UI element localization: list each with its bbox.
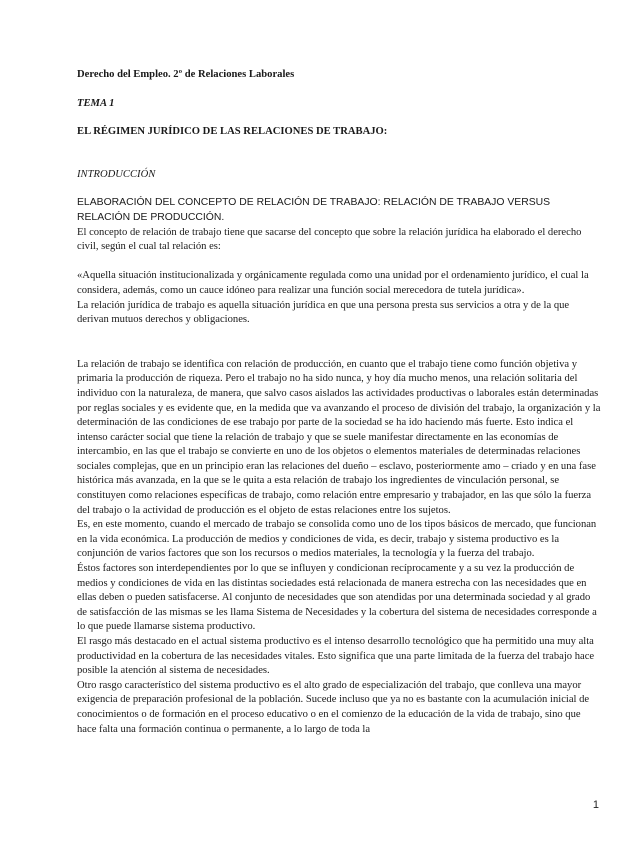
paragraph: Es, en este momento, cuando el mercado de trabajo se consolida como uno de los tipos básicos de mercado, que funcionan en la vida económica. La producción de medios y condiciones de vida, es decir, trabajo y sistema productivo es la conjunción de varios factores que son los recursos o medios materiales, la tecnología y la fuerza del trabajo. bbox=[77, 519, 597, 560]
paragraph: La relación de trabajo se identifica con relación de producción, en cuanto que el trabajo tiene como función objetiva y primaria la producción de riqueza. Pero el trabajo no ha sido nunca, y hoy día mucho menos, una relación solitaria del individuo con la naturaleza, de manera, que salvo casos aislados las actividades productivas o laborales están determinadas por reglas sociales y es evidente que, en la medida que va avanzando el proceso de división del trabajo, la organización y la determinación de las condiciones de ese trabajo por parte de la sociedad se ha ido haciendo más fuerte. Esto indica el intenso carácter social que tiene la relación de trabajo y que se suele manifestar directamente en las economías de intercambio, en las que el trabajo se convierte en uno de los objetos o elementos materiales de determinadas relaciones sociales complejas, que en un principio eran las relaciones del dueño – esclavo, posteriormente amo – criado y en una fase histórica más avanzada, en la que se le quita a esta relación de trabajo los ingredientes de vinculación personal, se constituyen como relaciones específicas de trabajo, como relación entre empresario y trabajador, en las que sólo la fuerza del trabajo o la actividad de producción es el objeto de estas relaciones entre los sujetos. bbox=[77, 358, 601, 516]
section-heading: ELABORACIÓN DEL CONCEPTO DE RELACIÓN DE TRABAJO: RELACIÓN DE TRABAJO VERSUS RELACIÓN DE PRODUCCIÓN. bbox=[77, 197, 551, 223]
paragraph: Éstos factores son interdependientes por lo que se influyen y condicionan recíprocamente y a su vez la producción de medios y condiciones de vida en las distintas sociedades está relacionada de manera estrecha con las necesidades que en ellas deben o pueden satisfacerse. Al conjunto de necesidades que son atendidas por una determinada sociedad y al grado de satisfacción de las mismas se les llama Sistema de Necesidades y la cobertura del sistema de necesidades corresponde a lo que puede llamarse sistema productivo. bbox=[77, 563, 597, 633]
page-content bbox=[77, 68, 601, 737]
paragraph: Otro rasgo característico del sistema productivo es el alto grado de especialización del trabajo, que conlleva una mayor exigencia de preparación profesional de la población. Sucede incluso que ya no es bastante con la acumulación inicial de conocimientos o de formación en el proceso educativo o en el comienzo de la educación de la vida de trabajo, sino que hace falta una formación continua o permanente, a lo largo de toda la bbox=[77, 679, 590, 735]
paragraph: La relación jurídica de trabajo es aquella situación jurídica en que una persona presta sus servicios a otra y de la que derivan mutuos derechos y obligaciones. bbox=[77, 299, 570, 326]
spacer bbox=[77, 255, 601, 270]
quote-paragraph: «Aquella situación institucionalizada y orgánicamente regulada como una unidad por el ordenamiento jurídico, el cual la considera, además, como un cauce idóneo para realizar una función social merecedora de tutela jurídica». bbox=[77, 270, 589, 296]
document-header-title: Derecho del Empleo. 2º de Relaciones Laborales bbox=[77, 69, 295, 80]
tema-label: TEMA 1 bbox=[77, 97, 115, 109]
paragraph: El concepto de relación de trabajo tiene que sacarse del concepto que sobre la relación jurídica ha elaborado el derecho civil, según el cual tal relación es: bbox=[77, 226, 582, 253]
spacer bbox=[77, 328, 601, 358]
paragraph: El rasgo más destacado en el actual sistema productivo es el intenso desarrollo tecnológico que ha permitido una muy alta productividad en la cobertura de las necesidades vitales. Esto significa que una parte limitada de la fuerza del trabajo hace posible la atención al sistema de necesidades. bbox=[77, 636, 595, 677]
intro-label: INTRODUCCIÓN bbox=[77, 168, 156, 180]
page-number: 1 bbox=[592, 799, 599, 811]
main-title: EL RÉGIMEN JURÍDICO DE LAS RELACIONES DE TRABAJO: bbox=[77, 126, 388, 138]
